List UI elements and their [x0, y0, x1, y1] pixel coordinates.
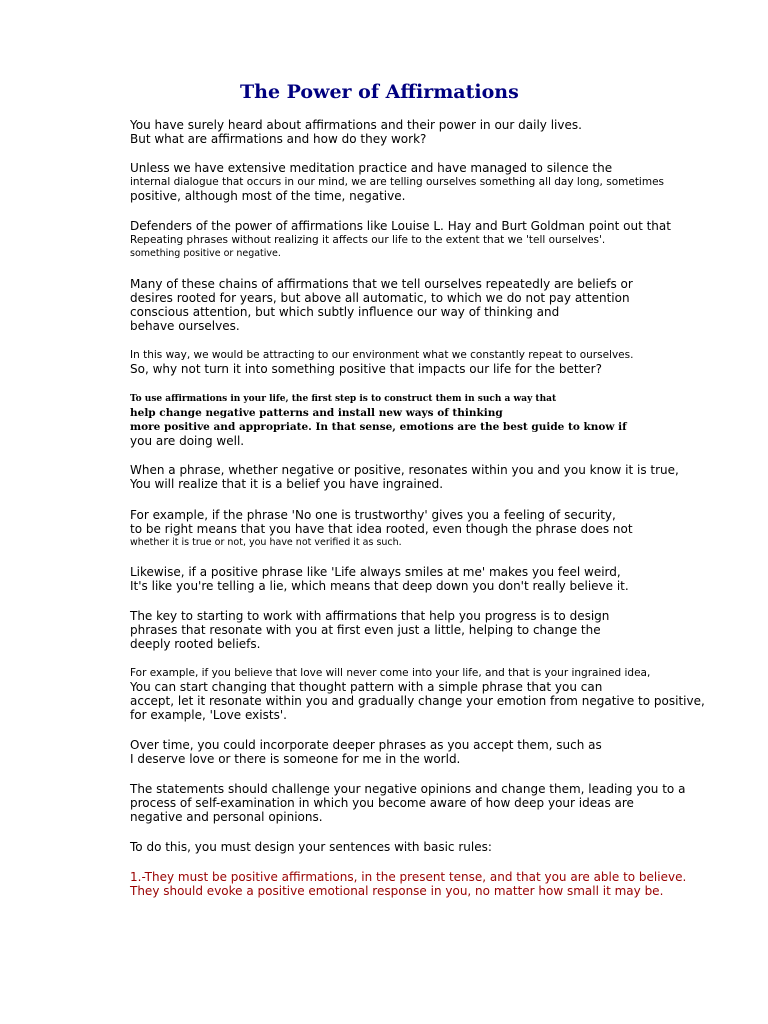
text-line: Many of these chains of affirmations that we tell ourselves repeatedly are beliefs or	[130, 277, 633, 291]
rule-1-paragraph	[130, 870, 686, 898]
paragraph-chains	[130, 277, 633, 333]
text-line: The key to starting to work with affirmations that help you progress is to design	[130, 609, 610, 623]
paragraph-key	[130, 609, 609, 651]
paragraph-intro	[130, 118, 582, 146]
text-line: Unless we have extensive meditation practice and have managed to silence the	[130, 161, 613, 175]
paragraph-construct	[130, 392, 627, 448]
text-line: I deserve love or there is someone for me in the world.	[130, 752, 461, 766]
text-line: accept, let it resonate within you and gradually change your emotion from negative to positive,	[130, 694, 705, 708]
paragraph-statements	[130, 782, 685, 824]
text-line: phrases that resonate with you at first even just a little, helping to change the	[130, 623, 601, 637]
text-line: So, why not turn it into something positive that impacts our life for the better?	[130, 362, 602, 376]
text-line: positive, although most of the time, negative.	[130, 189, 406, 203]
paragraph-attracting	[130, 348, 633, 376]
text-line: 1.-They must be positive affirmations, in the present tense, and that you are able to believe.	[130, 870, 687, 884]
text-line: The statements should challenge your negative opinions and change them, leading you to a	[130, 782, 686, 796]
text-line: You can start changing that thought pattern with a simple phrase that you can	[130, 680, 603, 694]
paragraph-likewise	[130, 565, 629, 593]
text-line: Defenders of the power of affirmations like Louise L. Hay and Burt Goldman point out that	[130, 219, 671, 233]
text-line: To do this, you must design your sentences with basic rules:	[130, 840, 492, 854]
text-line: to be right means that you have that idea rooted, even though the phrase does not	[130, 522, 633, 536]
text-line: To use affirmations in your life, the first step is to construct them in such a way that	[130, 394, 557, 404]
paragraph-resonates	[130, 463, 679, 491]
text-line: behave ourselves.	[130, 319, 240, 333]
text-line: When a phrase, whether negative or positive, resonates within you and you know it is true,	[130, 463, 679, 477]
text-line: In this way, we would be attracting to our environment what we constantly repeat to ourselves.	[130, 349, 634, 361]
paragraph-inner-dialogue	[130, 161, 664, 203]
page-title: The Power of Affirmations	[240, 81, 519, 103]
text-line: for example, 'Love exists'.	[130, 708, 287, 722]
text-line: deeply rooted beliefs.	[130, 637, 261, 651]
text-line: For example, if the phrase 'No one is trustworthy' gives you a feeling of security,	[130, 508, 616, 522]
text-line: For example, if you believe that love will never come into your life, and that is your ingrained idea,	[130, 667, 651, 679]
paragraph-defenders	[130, 219, 671, 261]
text-line: Repeating phrases without realizing it affects our life to the extent that we 'tell ourselves'.	[130, 234, 606, 246]
text-line: They should evoke a positive emotional response in you, no matter how small it may be.	[130, 884, 664, 898]
text-line: negative and personal opinions.	[130, 810, 323, 824]
text-line: help change negative patterns and install new ways of thinking	[130, 407, 503, 419]
text-line: process of self-examination in which you become aware of how deep your ideas are	[130, 796, 634, 810]
text-line: something positive or negative.	[130, 248, 281, 259]
text-line: you are doing well.	[130, 434, 245, 448]
text-line: You have surely heard about affirmations and their power in our daily lives.	[130, 118, 582, 132]
text-line: internal dialogue that occurs in our mind, we are telling ourselves something all day long, sometimes	[130, 176, 665, 188]
paragraph-over-time	[130, 738, 602, 766]
text-line: whether it is true or not, you have not verified it as such.	[130, 537, 402, 548]
text-line: more positive and appropriate. In that sense, emotions are the best guide to know if	[130, 421, 627, 433]
paragraph-trustworthy-example	[130, 508, 633, 550]
text-line: It's like you're telling a lie, which means that deep down you don't really believe it.	[130, 579, 629, 593]
text-line: But what are affirmations and how do they work?	[130, 132, 427, 146]
text-line: Likewise, if a positive phrase like 'Life always smiles at me' makes you feel weird,	[130, 565, 621, 579]
paragraph-love-example	[130, 666, 705, 722]
text-line: desires rooted for years, but above all automatic, to which we do not pay attention	[130, 291, 630, 305]
text-line: conscious attention, but which subtly influence our way of thinking and	[130, 305, 560, 319]
text-line: You will realize that it is a belief you have ingrained.	[130, 477, 444, 491]
paragraph-basic-rules	[130, 840, 492, 854]
text-line: Over time, you could incorporate deeper phrases as you accept them, such as	[130, 738, 602, 752]
